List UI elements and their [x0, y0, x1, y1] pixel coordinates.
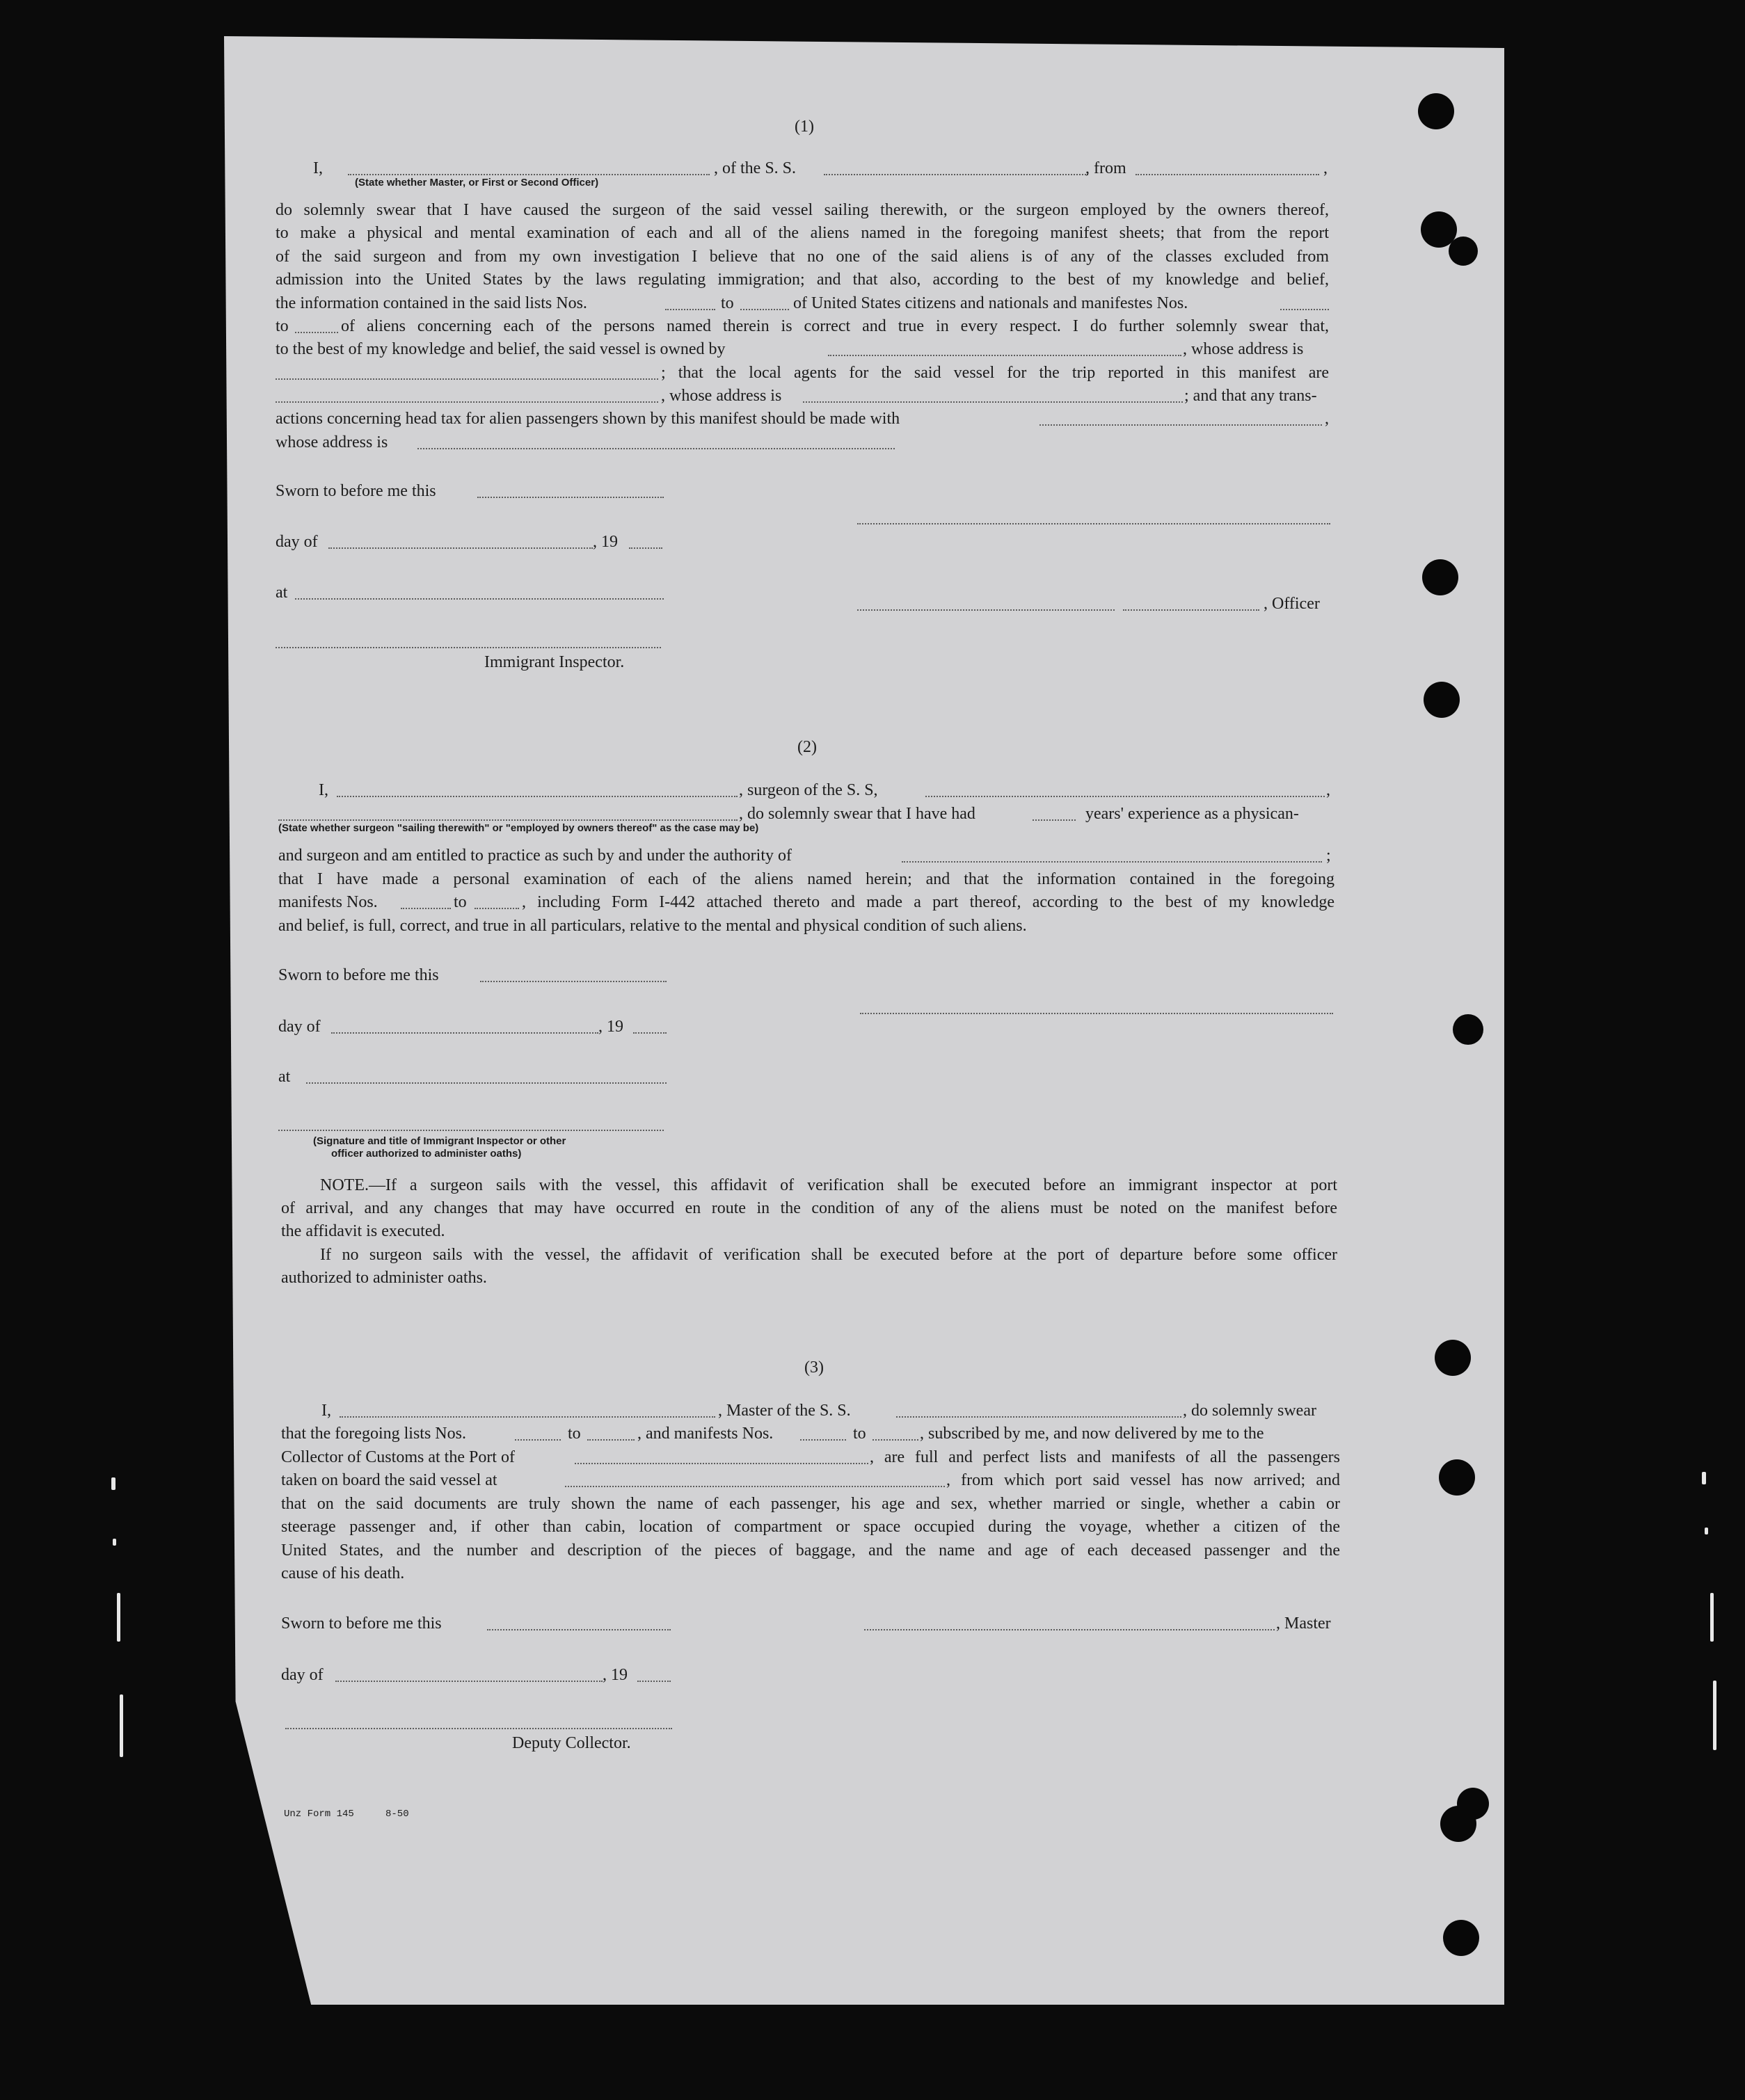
text: , Master [1276, 1614, 1331, 1633]
film-edge-mark [1702, 1472, 1706, 1484]
text: to [454, 893, 467, 911]
text: ; [1326, 847, 1331, 865]
blank-line [328, 547, 593, 549]
blank-line [1033, 819, 1076, 821]
blank-line [306, 1082, 667, 1084]
blank-line [828, 355, 1181, 356]
blank-line [331, 1032, 598, 1034]
text: day of [278, 1018, 321, 1036]
blank-line [401, 908, 451, 909]
text: , [1325, 410, 1329, 428]
section-1-number: (1) [795, 118, 814, 136]
blank-line [565, 1486, 945, 1487]
blank-line [515, 1439, 561, 1441]
text: , 19 [593, 533, 618, 551]
signature-line [285, 1728, 672, 1729]
signature-line [864, 1629, 1275, 1630]
blank-line [417, 448, 895, 449]
blank-line [665, 309, 715, 310]
note-line: the affidavit is executed. [281, 1222, 445, 1240]
signature-note: officer authorized to administer oaths) [331, 1148, 522, 1160]
blank-line [896, 1416, 1181, 1418]
signature-line [1123, 609, 1259, 611]
text: , whose address is [661, 387, 782, 405]
blank-line [575, 1463, 868, 1464]
text: to [568, 1425, 581, 1443]
blank-line [335, 1681, 603, 1682]
blank-line [740, 309, 789, 310]
text: , [1323, 159, 1328, 177]
blank-line [477, 497, 664, 498]
text: I, [321, 1402, 331, 1420]
blank-line [800, 1439, 846, 1441]
blank-line [587, 1439, 635, 1441]
section-3-number: (3) [804, 1358, 824, 1377]
text: , 19 [603, 1666, 628, 1684]
text: Sworn to before me this [276, 482, 436, 500]
text: Sworn to before me this [278, 966, 439, 984]
punch-hole [1422, 559, 1458, 595]
text: , Officer [1264, 595, 1320, 613]
blank-line [295, 332, 338, 333]
note-line: If no surgeon sails with the vessel, the affidavit of verification shall be executed before at the port of departure before some officer [320, 1246, 1337, 1264]
blank-line [1280, 309, 1329, 310]
paragraph-line: of the said surgeon and from my own investigation I believe that no one of the said aliens is of any of the classes excluded from [276, 248, 1329, 266]
blank-line [824, 174, 1088, 175]
blank-line [340, 1416, 715, 1418]
blank-line [633, 1032, 667, 1034]
blank-line [278, 819, 738, 821]
blank-line [276, 378, 658, 380]
text: , do solemnly swear that I have had [739, 805, 975, 823]
text: Sworn to before me this [281, 1614, 442, 1633]
blank-line [276, 401, 658, 403]
text: I, [319, 781, 328, 799]
text: , 19 [598, 1018, 623, 1036]
text: , and manifests Nos. [637, 1425, 774, 1443]
paragraph-line: , from which port said vessel has now arrived; and [946, 1471, 1340, 1489]
signature-note: (Signature and title of Immigrant Inspector or other [313, 1135, 566, 1147]
form-date: 8-50 [385, 1809, 409, 1820]
film-edge-mark [113, 1539, 116, 1546]
paragraph-line: admission into the United States by the laws regulating immigration; and that also, according to the best of my knowledge and belief, [276, 271, 1329, 289]
text: day of [276, 533, 318, 551]
text: actions concerning head tax for alien passengers shown by this manifest should be made with [276, 410, 900, 428]
blank-line [480, 981, 667, 982]
note-line: of arrival, and any changes that may have occurred en route in the condition of any of the aliens must be noted on the manifest before [281, 1199, 1337, 1217]
blank-line [337, 796, 738, 797]
blank-line [902, 861, 1322, 863]
text: Immigrant Inspector. [484, 653, 625, 671]
paragraph-line: , are full and perfect lists and manifests of all the passengers [870, 1448, 1340, 1466]
paragraph-line: to make a physical and mental examination of each and all of the aliens named in the foregoing manifest sheets; that from the report [276, 224, 1329, 242]
film-edge-mark [1710, 1593, 1714, 1642]
text: years' experience as a physican- [1085, 805, 1299, 823]
film-edge-mark [1705, 1528, 1708, 1534]
signature-line [278, 1130, 664, 1131]
text: manifests Nos. [278, 893, 378, 911]
film-edge-mark [111, 1477, 115, 1490]
text: , surgeon of the S. S, [739, 781, 878, 799]
text: I, [313, 159, 323, 177]
text: , whose address is [1183, 340, 1304, 358]
section-2-number: (2) [797, 738, 817, 756]
note-line: authorized to administer oaths. [281, 1269, 487, 1287]
paragraph-line: of aliens concerning each of the persons named therein is correct and true in every respect. I do further solemnly swear that, [341, 317, 1329, 335]
signature-line [857, 523, 1330, 524]
blank-line [295, 598, 664, 600]
signature-line [860, 1013, 1333, 1014]
paragraph-line: ; that the local agents for the said vessel for the trip reported in this manifest are [661, 364, 1329, 382]
text: , do solemnly swear [1183, 1402, 1316, 1420]
text: whose address is [276, 433, 388, 451]
text: ; and that any trans- [1184, 387, 1317, 405]
punch-hole [1443, 1920, 1479, 1956]
text: to [721, 294, 734, 312]
paragraph-line: , including Form I-442 attached thereto and made a part thereof, according to the best of my knowledge [522, 893, 1334, 911]
text: to [276, 317, 289, 335]
text: at [278, 1068, 291, 1086]
blank-line [803, 401, 1183, 403]
punch-hole [1440, 1806, 1476, 1842]
text: Deputy Collector. [512, 1734, 631, 1752]
paragraph-line: that I have made a personal examination of each of the aliens named herein; and that the information contained in the foregoing [278, 870, 1334, 888]
text: day of [281, 1666, 324, 1684]
note-line: NOTE.—If a surgeon sails with the vessel, this affidavit of verification shall be executed before an immigrant inspector at port [320, 1176, 1337, 1194]
blank-line [475, 908, 519, 909]
paragraph-line: United States, and the number and description of the pieces of baggage, and the name and age of each deceased passenger and the [281, 1541, 1340, 1560]
punch-hole [1435, 1340, 1471, 1376]
text: the information contained in the said lists Nos. [276, 294, 587, 312]
paragraph-line: cause of his death. [281, 1564, 405, 1582]
punch-hole [1424, 682, 1460, 718]
film-edge-mark [120, 1694, 123, 1757]
field-note: (State whether surgeon "sailing therewith" or "employed by owners thereof" as the case may be) [278, 822, 759, 834]
form-id: Unz Form 145 [284, 1809, 354, 1820]
blank-line [637, 1681, 671, 1682]
text: , from [1085, 159, 1126, 177]
punch-hole [1449, 237, 1478, 266]
text: , of the S. S. [714, 159, 797, 177]
film-edge-mark [1713, 1681, 1716, 1750]
text: taken on board the said vessel at [281, 1471, 497, 1489]
blank-line [629, 547, 662, 549]
blank-line [925, 796, 1325, 797]
signature-line [857, 609, 1115, 611]
blank-line [872, 1439, 918, 1441]
text: to the best of my knowledge and belief, the said vessel is owned by [276, 340, 726, 358]
text: , subscribed by me, and now delivered by me to the [920, 1425, 1264, 1443]
text: of United States citizens and nationals and manifestes Nos. [793, 294, 1188, 312]
signature-line [276, 647, 661, 648]
film-edge-mark [117, 1593, 120, 1642]
blank-line [487, 1629, 671, 1630]
blank-line [348, 174, 710, 175]
text: that the foregoing lists Nos. [281, 1425, 466, 1443]
text: and surgeon and am entitled to practice as such by and under the authority of [278, 847, 792, 865]
text: , Master of the S. S. [718, 1402, 851, 1420]
paragraph-line: do solemnly swear that I have caused the surgeon of the said vessel sailing therewith, or the surgeon employed by the owners thereof, [276, 201, 1329, 219]
punch-hole [1439, 1459, 1475, 1496]
text: Collector of Customs at the Port of [281, 1448, 515, 1466]
paragraph-line: steerage passenger and, if other than cabin, location of compartment or space occupied during the voyage, whether a citizen of the [281, 1518, 1340, 1536]
punch-hole [1453, 1014, 1483, 1045]
paragraph-line: that on the said documents are truly shown the name of each passenger, his age and sex, whether married or single, whether a cabin or [281, 1495, 1340, 1513]
text: to [853, 1425, 866, 1443]
text: , [1326, 781, 1330, 799]
blank-line [1039, 424, 1322, 426]
blank-line [1136, 174, 1319, 175]
field-note: (State whether Master, or First or Second Officer) [355, 177, 599, 189]
text: at [276, 584, 288, 602]
punch-hole [1418, 93, 1454, 129]
text: and belief, is full, correct, and true in all particulars, relative to the mental and physical condition of such aliens. [278, 917, 1027, 935]
